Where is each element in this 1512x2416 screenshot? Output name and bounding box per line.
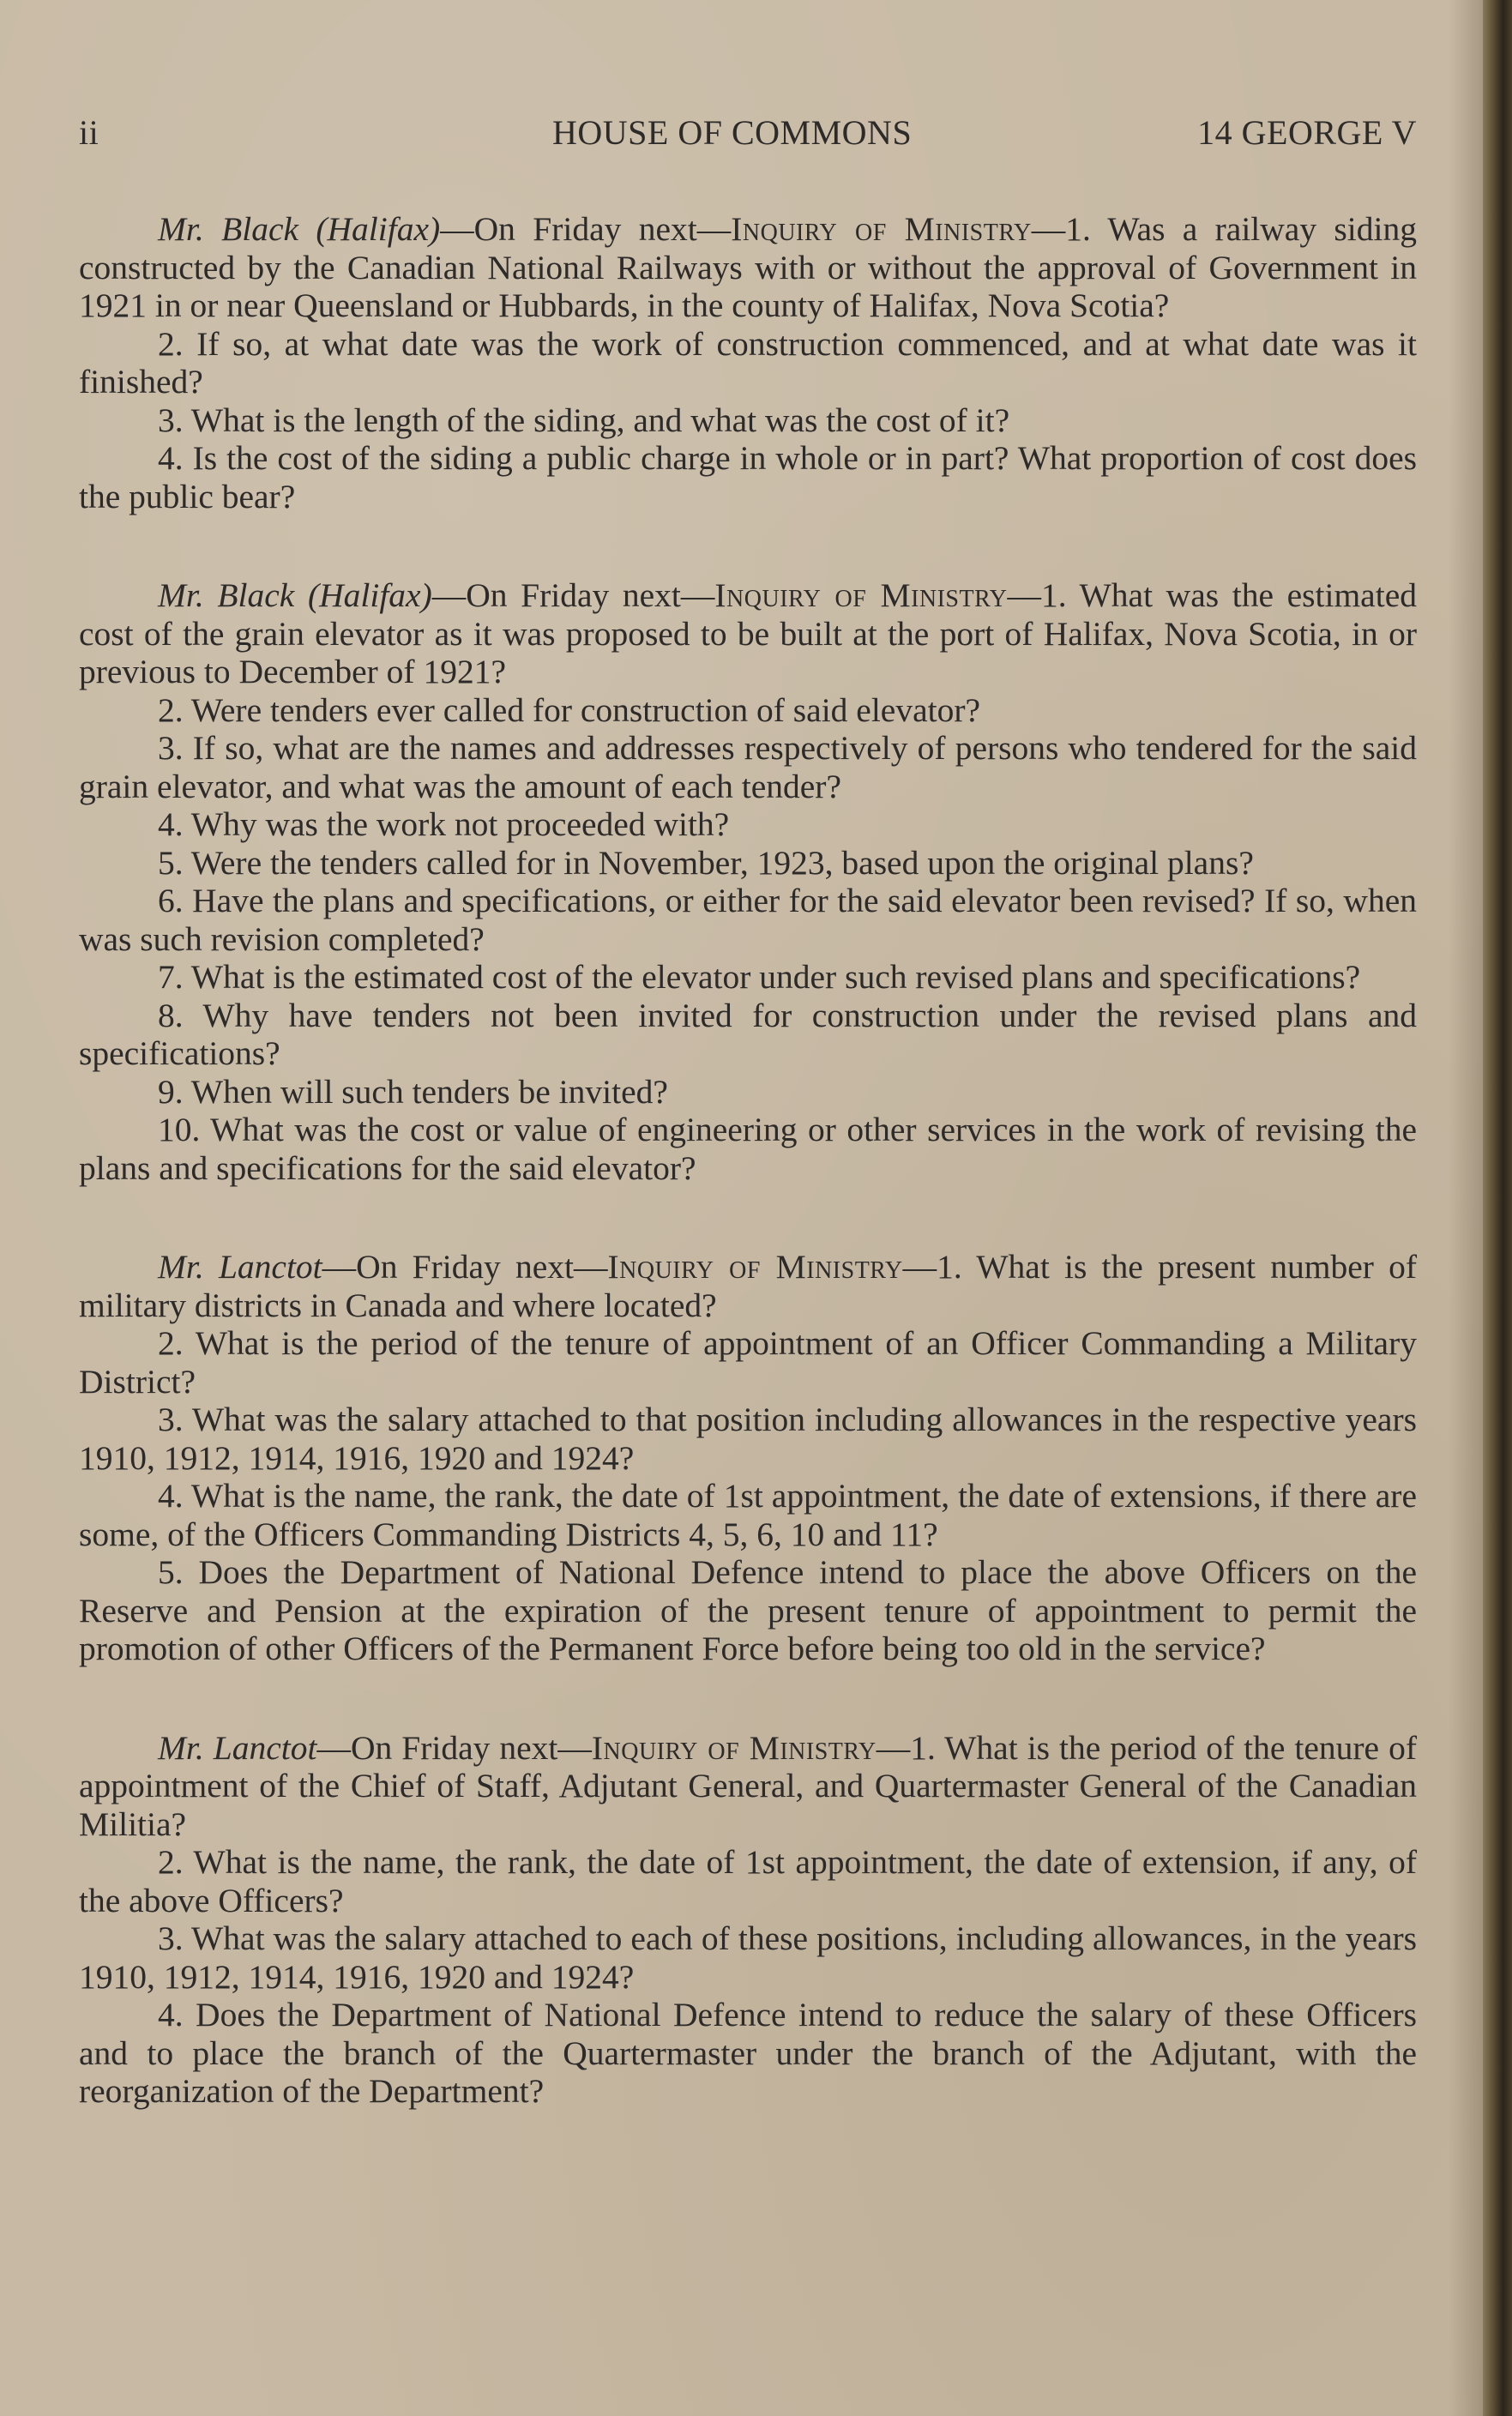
- book-spine: [1483, 0, 1512, 2416]
- running-header: [79, 111, 1417, 154]
- notice-body: [79, 210, 1417, 2111]
- question-text: —1. What is the period of the tenure of appointment of the Chief of Staff, Adjutant General, and Quartermaster General of the Canadian Militia?: [79, 1728, 1417, 1843]
- member-name: Mr. Black (Halifax): [158, 210, 441, 248]
- inquiry-entry: [79, 1248, 1417, 1668]
- question: 4. What is the name, the rank, the date of 1st appointment, the date of extensions, if there are some, of the Officers Commanding Districts 4, 5, 6, 10 and 11?: [79, 1477, 1417, 1553]
- question: 5. Were the tenders called for in November, 1923, based upon the original plans?: [158, 843, 1254, 882]
- member-name: Mr. Lanctot: [158, 1248, 322, 1286]
- entry-opening: [79, 1729, 1417, 1844]
- inquiry-label: Inquiry of Ministry: [731, 210, 1032, 248]
- question: 2. What is the name, the rank, the date of 1st appointment, the date of extension, if any, of the above Officers?: [79, 1843, 1417, 1919]
- notice-lead: —On Friday next—: [322, 1248, 608, 1286]
- inquiry-entry: [79, 1729, 1417, 2111]
- question: 4. Why was the work not proceeded with?: [158, 805, 730, 843]
- notice-lead: —On Friday next—: [316, 1728, 592, 1767]
- question: 3. If so, what are the names and addresses respectively of persons who tendered for the said grain elevator, and what was the amount of each tender?: [79, 729, 1417, 805]
- inquiry-label: Inquiry of Ministry: [607, 1248, 903, 1286]
- entry-opening: [79, 1248, 1417, 1324]
- inquiry-entry: [79, 576, 1417, 1187]
- notice-lead: —On Friday next—: [431, 576, 715, 614]
- question-text: —1. Was a railway siding constructed by the Canadian National Railways with or without the approval of Government in 1921 in or near Queensland or Hubbards, in the county of Halifax, Nova Scotia?: [79, 210, 1417, 324]
- session-label: 14 GEORGE V: [1197, 113, 1417, 152]
- question: 5. Does the Department of National Defence intend to place the above Officers on the Reserve and Pension at the expiration of the present tenure of appointment to permit the promotion of other Officers of the Permanent Force before being too old in the service?: [79, 1553, 1417, 1667]
- question: 3. What is the length of the siding, and what was the cost of it?: [158, 401, 1010, 439]
- question: 4. Is the cost of the siding a public charge in whole or in part? What proportion of cost does the public bear?: [79, 439, 1417, 515]
- question: 2. Were tenders ever called for construction of said elevator?: [158, 690, 981, 729]
- notice-lead: —On Friday next—: [440, 210, 732, 248]
- question-text: —1. What was the estimated cost of the grain elevator as it was proposed to be built at the port of Halifax, Nova Scotia, in or previous to December of 1921?: [79, 576, 1417, 690]
- member-name: Mr. Black (Halifax): [158, 576, 432, 614]
- entry-opening: [79, 210, 1417, 325]
- question: 3. What was the salary attached to each of these positions, including allowances, in the years 1910, 1912, 1914, 1916, 1920 and 1924?: [79, 1919, 1417, 1996]
- binding-shadow: [1449, 0, 1483, 2416]
- question: 3. What was the salary attached to that position including allowances in the respective years 1910, 1912, 1914, 1916, 1920 and 1924?: [79, 1401, 1417, 1477]
- question: 8. Why have tenders not been invited for construction under the revised plans and specifications?: [79, 996, 1417, 1072]
- question: 7. What is the estimated cost of the elevator under such revised plans and specifications?: [158, 958, 1361, 996]
- inquiry-entry: [79, 210, 1417, 515]
- member-name: Mr. Lanctot: [158, 1728, 317, 1767]
- question: 4. Does the Department of National Defence intend to reduce the salary of these Officers and to place the branch of the Quartermaster under the branch of the Adjutant, with the reorganization of the Department?: [79, 1996, 1417, 2110]
- entry-opening: [79, 576, 1417, 691]
- page-number: ii: [79, 113, 99, 152]
- question: 2. If so, at what date was the work of construction commenced, and at what date was it finished?: [79, 324, 1417, 401]
- question: 2. What is the period of the tenure of appointment of an Officer Commanding a Military District?: [79, 1324, 1417, 1401]
- running-title: HOUSE OF COMMONS: [552, 113, 913, 152]
- question-text: —1. What is the present number of military districts in Canada and where located?: [79, 1248, 1417, 1324]
- question: 10. What was the cost or value of engineering or other services in the work of revising the plans and specifications for the said elevator?: [79, 1111, 1417, 1187]
- question: 6. Have the plans and specifications, or either for the said elevator been revised? If so, when was such revision completed?: [79, 882, 1417, 958]
- inquiry-label: Inquiry of Ministry: [591, 1728, 876, 1767]
- inquiry-label: Inquiry of Ministry: [714, 576, 1008, 614]
- question: 9. When will such tenders be invited?: [158, 1072, 668, 1111]
